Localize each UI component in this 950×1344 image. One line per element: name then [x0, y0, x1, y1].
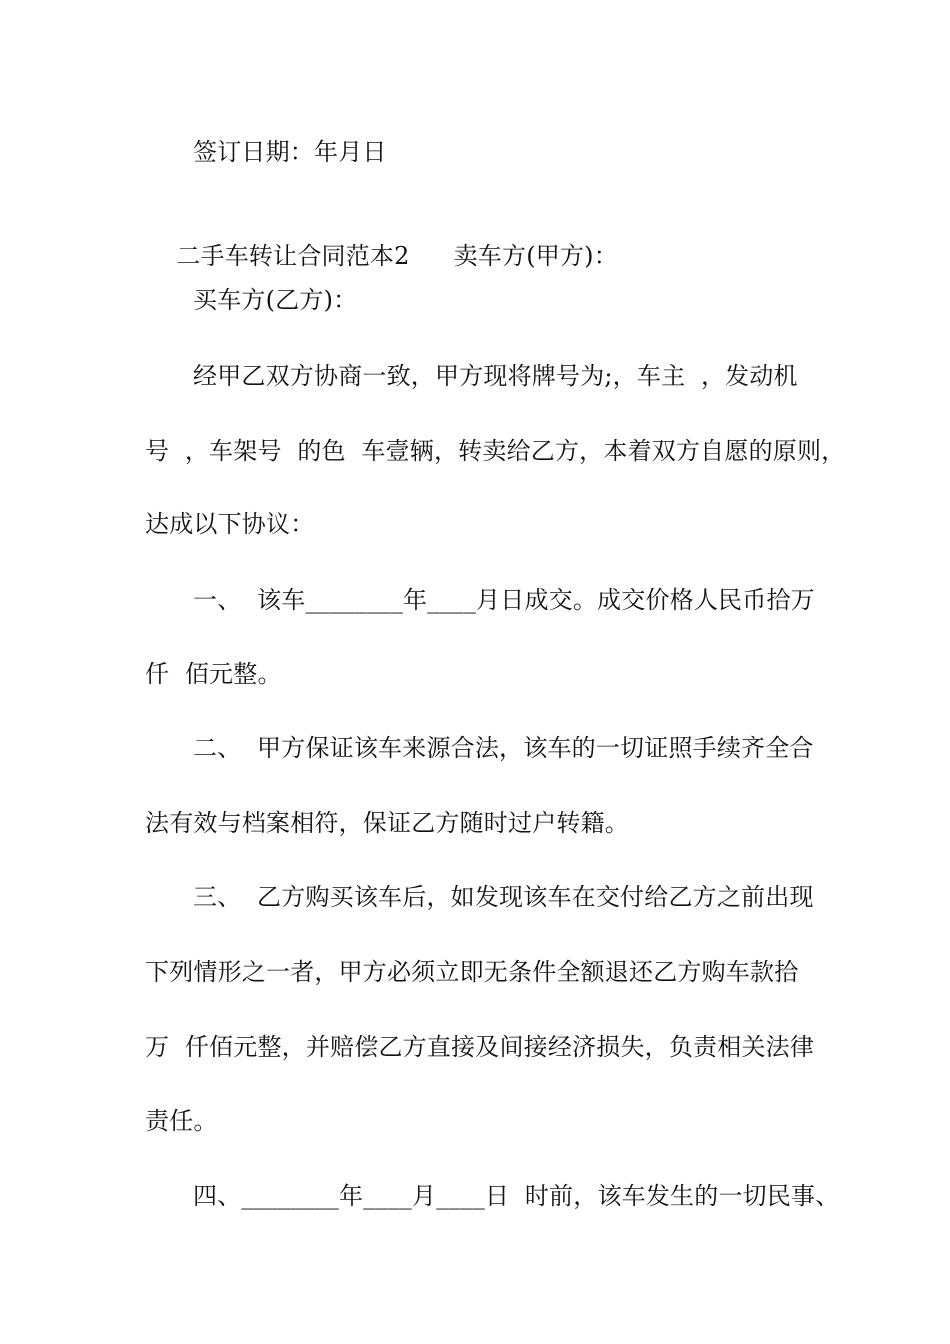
clause-3-line-4: 责任。: [145, 1107, 218, 1135]
seller-label: 卖车方(甲方)：: [453, 242, 618, 270]
clause-3-line-1: 三、 乙方购买该车后，如发现该车在交付给乙方之前出现: [193, 883, 814, 911]
clause-3-line-3: 万 仟佰元整，并赔偿乙方直接及间接经济损失，负责相关法律: [145, 1033, 815, 1061]
intro-line-1: 经甲乙双方协商一致，甲方现将牌号为;，车主 ，发动机: [193, 362, 798, 390]
intro-line-2: 号 ，车架号 的色 车壹辆，转卖给乙方，本着双方自愿的原则，: [145, 437, 846, 465]
buyer-label: 买车方(乙方)：: [193, 286, 358, 314]
sign-date: 签订日期：年月日: [193, 138, 387, 166]
clause-2-line-2: 法有效与档案相符，保证乙方随时过户转籍。: [145, 809, 629, 837]
clause-1-line-2: 仟 佰元整。: [145, 660, 282, 688]
clause-1-line-1: 一、 该车________年____月日成交。成交价格人民币拾万: [193, 586, 815, 614]
intro-line-3: 达成以下协议：: [145, 510, 315, 538]
clause-3-line-2: 下列情形之一者，甲方必须立即无条件全额退还乙方购车款拾: [145, 958, 799, 986]
clause-2-line-1: 二、 甲方保证该车来源合法，该车的一切证照手续齐全合: [193, 734, 814, 762]
contract-title: 二手车转让合同范本2: [176, 242, 410, 270]
clause-4-line-1: 四、________年____月____日 时前，该车发生的一切民事、: [193, 1182, 840, 1210]
